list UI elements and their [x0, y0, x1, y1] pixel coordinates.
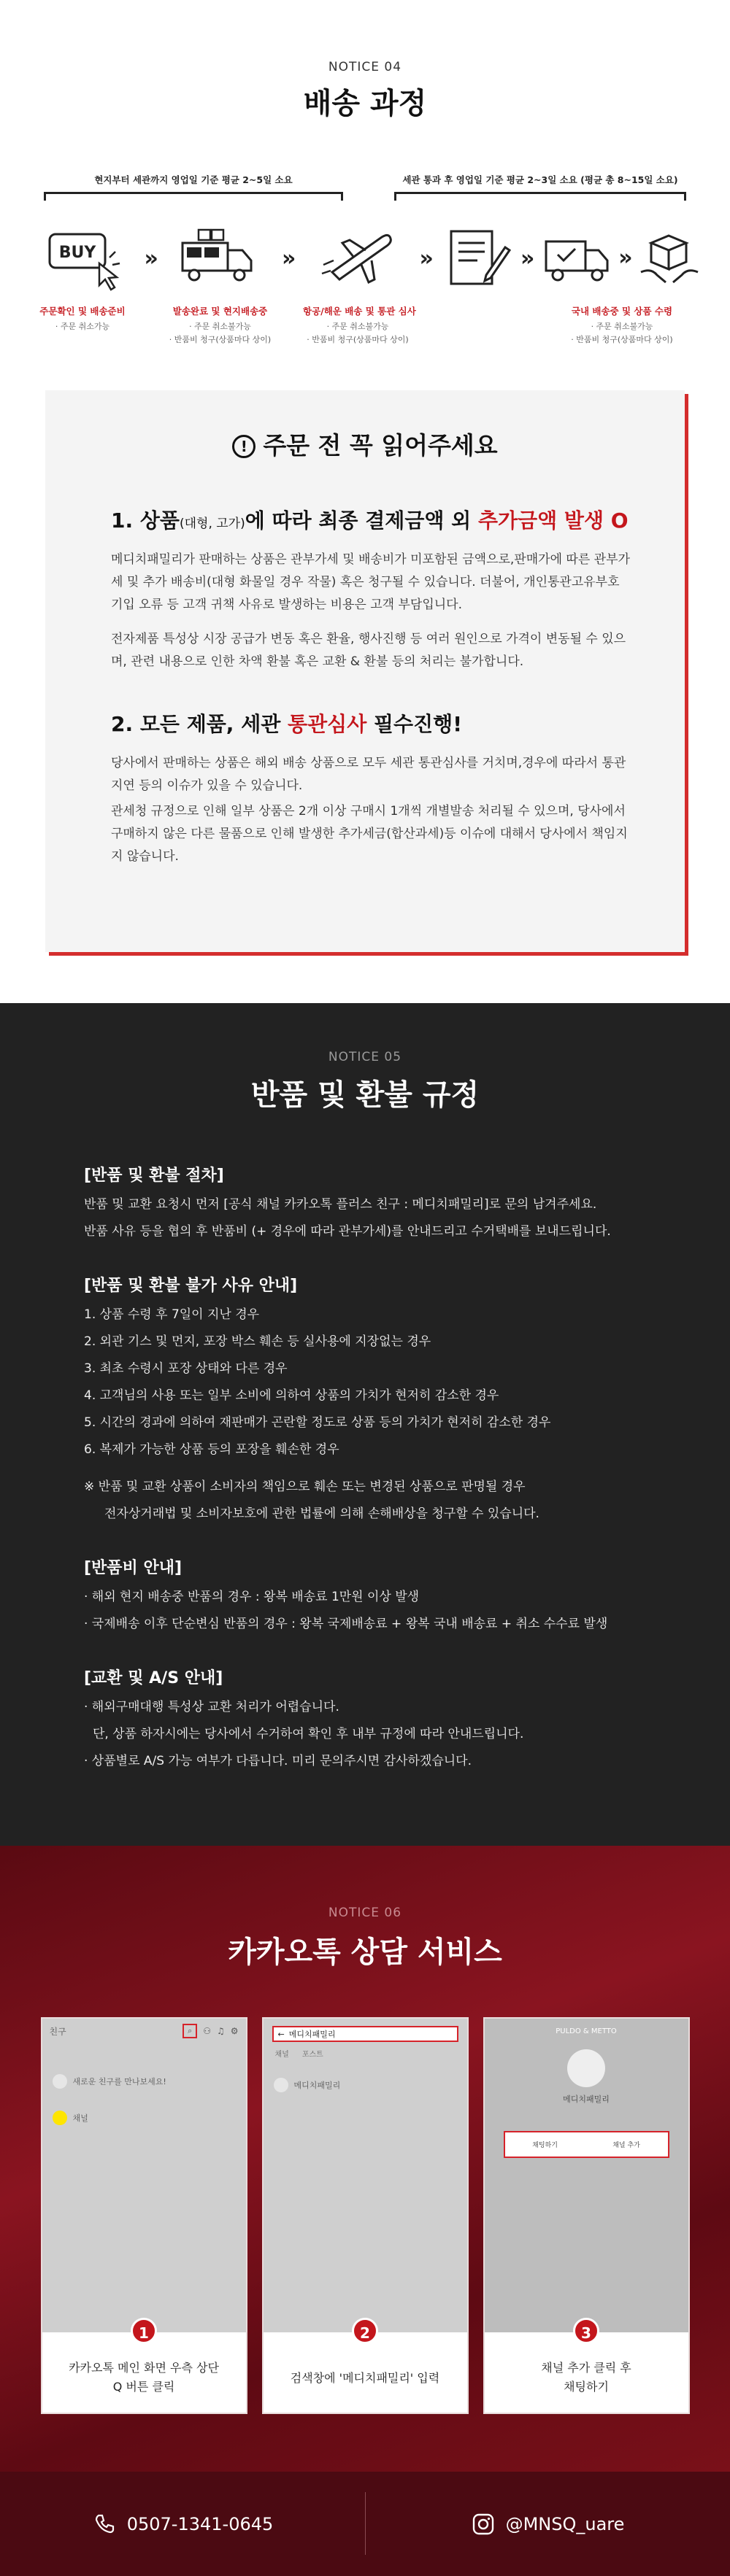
period-label: 현지부터 세관까지 영업일 기준 평균 2~5일 소요 [94, 174, 293, 185]
section-title: 배송 과정 [303, 87, 427, 120]
shipping-section [0, 0, 730, 1003]
app-header [42, 2019, 246, 2043]
returns-note [84, 1474, 730, 1528]
search-icon[interactable]: ⌕ [182, 2024, 197, 2038]
period-label: 세관 통과 후 영업일 기준 평균 2~3일 소요 (평균 총 8~15일 소요) [402, 174, 678, 185]
channel-brand: PULDO & METTO [556, 2027, 617, 2035]
step-note: · 주문 취소불가능 [591, 322, 653, 331]
notice-paragraph: 전자제품 특성상 시장 공급가 변동 혹은 환율, 행사진행 등 여러 원인으로 가격이 변동될 수 있으며, 관련 내용으로 인한 차액 환불 혹은 교환 & 환불 등의 처리는 불가합니다. [111, 632, 626, 669]
returns-section [0, 1003, 730, 1846]
avatar [274, 2078, 288, 2092]
kakao-step-card [262, 2017, 469, 2414]
step-domestic [542, 214, 702, 347]
step-number-badge: 3 [573, 2318, 599, 2344]
notice-paragraph: 당사에서 판매하는 상품은 해외 배송 상품으로 모두 세관 통관심사를 거치며,경우에 따라서 통관 지연 등의 이슈가 있을 수 있습니다. [111, 756, 626, 793]
phone-screenshot [485, 2019, 688, 2332]
heading-highlight: 추가금액 발생 O [477, 508, 629, 533]
returns-text [84, 1584, 730, 1638]
step-note: · 반품비 청구(상품마다 상이) [571, 335, 673, 344]
list-item: 단, 상품 하자시에는 당사에서 수거하여 확인 후 내부 규정에 따라 안내드립니다. [93, 1727, 524, 1741]
text-line: 반품 사유 등을 협의 후 반품비 (+ 경우에 따라 관부가세)를 안내드리고 수거택배를 보내드립니다. [84, 1224, 611, 1239]
list-item: 4. 고객님의 사용 또는 일부 소비에 의하여 상품의 가치가 현저히 감소한 경우 [84, 1388, 499, 1403]
text-line: 반품 및 교환 요청시 먼저 [공식 채널 카카오톡 플러스 친구 : 메디치패밀리]로 문의 남겨주세요. [84, 1197, 597, 1212]
notice-paragraph: 관세청 규정으로 인해 일부 상품은 2개 이상 구매시 1개씩 개별발송 처리될 수 있으며, 당사에서 구매하지 않은 다른 물품으로 인해 발생한 추가세금(합산과세)등 이슈에 대해서 당사에서 책임지지 않습니다. [111, 804, 628, 864]
notice-box-title-text: 주문 전 꼭 읽어주세요 [263, 431, 498, 460]
notice-box-title [96, 427, 634, 461]
channel-actions [504, 2131, 669, 2158]
list-item-label: 새로운 친구를 만나보세요! [72, 2077, 166, 2086]
double-chevron-icon: » [144, 246, 158, 271]
order-notice-box [45, 390, 685, 952]
step-name: 국내 배송중 및 상품 수령 [571, 306, 673, 317]
step-name: 주문확인 및 배송준비 [39, 306, 126, 317]
delivery-truck-icon [542, 214, 702, 301]
document-pen-icon [441, 214, 514, 301]
returns-body [0, 1113, 730, 1775]
search-input-value: 메디치패밀리 [288, 2030, 336, 2039]
tab-post[interactable]: 포스트 [301, 2051, 323, 2059]
period-bracket-line [394, 192, 686, 201]
caption-line: 채널 추가 클릭 후 [541, 2361, 631, 2375]
list-item: 1. 상품 수령 후 7일이 지난 경우 [84, 1307, 260, 1322]
caption-line: 카카오톡 메인 화면 우측 상단 [69, 2361, 219, 2375]
kakao-section [0, 1846, 730, 2472]
avatar [53, 2074, 67, 2089]
channel-icon [53, 2111, 67, 2125]
step-note: · 반품비 청구(상품마다 상이) [169, 335, 272, 344]
phone-screenshot [42, 2019, 246, 2332]
heading-text: 필수진행! [366, 712, 462, 736]
returns-text [84, 1301, 730, 1463]
list-item: 5. 시간의 경과에 의하여 재판매가 곤란할 정도로 상품 등의 가치가 현저히 감소한 경우 [84, 1415, 551, 1430]
period-domestic [394, 173, 686, 201]
shipping-steps [28, 214, 702, 347]
returns-heading: [반품 및 환불 불가 사유 안내] [84, 1277, 298, 1295]
music-icon[interactable]: ♫ [216, 2026, 225, 2036]
footer-divider [365, 2492, 366, 2555]
list-item-label: 채널 [72, 2113, 88, 2123]
kakao-steps [0, 2017, 730, 2414]
app-title: 친구 [49, 2026, 66, 2037]
step-note: · 주문 취소불가능 [326, 322, 389, 331]
list-item[interactable] [42, 2070, 246, 2093]
list-item: · 국제배송 이후 단순변심 반품의 경우 : 왕복 국제배송료 + 왕복 국내 배송료 + 취소 수수료 발생 [84, 1617, 608, 1631]
step-document [441, 214, 514, 301]
period-brackets [44, 173, 686, 201]
period-overseas [44, 173, 343, 201]
add-channel-button[interactable]: 채널 추가 [612, 2142, 640, 2149]
add-friend-icon[interactable]: ⚇ [203, 2026, 211, 2036]
notice-heading-2 [111, 708, 634, 738]
tab-bar [264, 2042, 467, 2059]
heading-highlight: 통관심사 [288, 712, 367, 736]
package-hands-icon [637, 221, 702, 294]
returns-text [84, 1191, 730, 1245]
contact-footer [0, 2472, 730, 2576]
exclamation-icon: ! [232, 435, 256, 458]
channel-name: 메디치패밀리 [563, 2095, 610, 2104]
list-item[interactable] [42, 2106, 246, 2130]
notice-label: NOTICE 06 [328, 1906, 402, 1920]
double-chevron-icon: » [282, 246, 296, 271]
channel-logo [567, 2049, 605, 2087]
text-line: 전자상거래법 및 소비자보호에 관한 법률에 의해 손해배상을 청구할 수 있습니다. [104, 1506, 539, 1521]
section-title: 반품 및 환불 규정 [250, 1078, 480, 1112]
returns-text [84, 1694, 730, 1775]
double-chevron-icon: » [618, 244, 633, 271]
chat-button[interactable]: 채팅하기 [532, 2142, 558, 2149]
phone-number[interactable]: 0507-1341-0645 [126, 2513, 274, 2534]
phone-icon [92, 2512, 117, 2537]
step-note: · 주문 취소불가능 [189, 322, 251, 331]
heading-text: 2. 모든 제품, 세관 [111, 712, 288, 736]
step-air-customs [303, 214, 416, 347]
heading-small-text: (대형, 고가) [179, 517, 245, 531]
tab-channel[interactable]: 채널 [274, 2051, 289, 2059]
list-item: 2. 외관 기스 및 먼지, 포장 박스 훼손 등 실사용에 지장없는 경우 [84, 1334, 431, 1349]
kakao-step-card [41, 2017, 247, 2414]
svg-text:BUY: BUY [58, 244, 96, 262]
notice-label: NOTICE 04 [328, 60, 402, 74]
returns-heading: [반품비 안내] [84, 1559, 182, 1577]
step-note: · 반품비 청구(상품마다 상이) [307, 335, 409, 344]
caption-line: Q 버튼 클릭 [112, 2380, 175, 2394]
step-note: · 주문 취소가능 [55, 322, 110, 331]
caption-line: 검색창에 '메디치패밀리' 입력 [290, 2371, 440, 2385]
step-shipped [166, 214, 275, 347]
step-number-badge: 1 [131, 2318, 157, 2344]
period-bracket-line [44, 192, 343, 201]
double-chevron-icon: » [520, 246, 535, 271]
notice-paragraph: 메디치패밀리가 판매하는 상품은 관부가세 및 배송비가 미포함된 금액으로,판매가에 따른 관부가세 및 추가 배송비(대형 화물일 경우 작물) 혹은 청구될 수 있습니다. 더불어, 개인통관고유부호 기입 오류 등 고객 귀책 사유로 발생하는 비용은 고객 부담입니다. [111, 552, 630, 612]
result-label: 메디치패밀리 [293, 2081, 341, 2090]
list-item: · 상품별로 A/S 가능 여부가 다릅니다. 미리 문의주시면 감사하겠습니다. [84, 1754, 472, 1768]
airplane-icon [303, 214, 412, 301]
returns-heading: [교환 및 A/S 안내] [84, 1669, 223, 1687]
back-arrow-icon[interactable]: ← [277, 2029, 285, 2039]
list-item: 3. 최초 수령시 포장 상태와 다른 경우 [84, 1361, 288, 1376]
gear-icon[interactable]: ⚙ [230, 2026, 239, 2036]
instagram-contact[interactable] [365, 2512, 730, 2537]
instagram-handle[interactable]: @MNSQ_uare [505, 2513, 625, 2534]
notice-label: NOTICE 05 [328, 1050, 402, 1064]
kakao-step-card [483, 2017, 690, 2414]
instagram-icon [471, 2512, 496, 2537]
list-item: · 해외 현지 배송중 반품의 경우 : 왕복 배송료 1만원 이상 발생 [84, 1590, 420, 1604]
caption-line: 채팅하기 [564, 2380, 609, 2394]
text-line: ※ 반품 및 교환 상품이 소비자의 책임으로 훼손 또는 변경된 상품으로 판명될 경우 [84, 1480, 526, 1494]
list-item: 6. 복제가 가능한 상품 등의 포장을 훼손한 경우 [84, 1442, 339, 1457]
heading-text: 에 따라 최종 결제금액 외 [245, 508, 478, 533]
phone-screenshot [264, 2019, 467, 2332]
list-item: · 해외구매대행 특성상 교환 처리가 어렵습니다. [84, 1700, 339, 1714]
double-chevron-icon: » [419, 246, 434, 271]
step-number-badge: 2 [352, 2318, 378, 2344]
section-title: 카카오톡 상담 서비스 [228, 1935, 502, 1969]
notice-heading-1 [111, 505, 634, 534]
heading-text: 1. 상품 [111, 508, 180, 533]
forklift-truck-icon [166, 214, 275, 301]
search-result-item[interactable] [264, 2073, 467, 2097]
buy-icon [28, 214, 137, 301]
step-order-confirm [28, 214, 137, 333]
step-name: 발송완료 및 현지배송중 [172, 306, 268, 317]
returns-heading: [반품 및 환불 절차] [84, 1167, 224, 1185]
phone-contact[interactable] [0, 2512, 365, 2537]
search-input[interactable] [272, 2026, 458, 2042]
step-name: 항공/해운 배송 및 통관 심사 [303, 306, 416, 317]
